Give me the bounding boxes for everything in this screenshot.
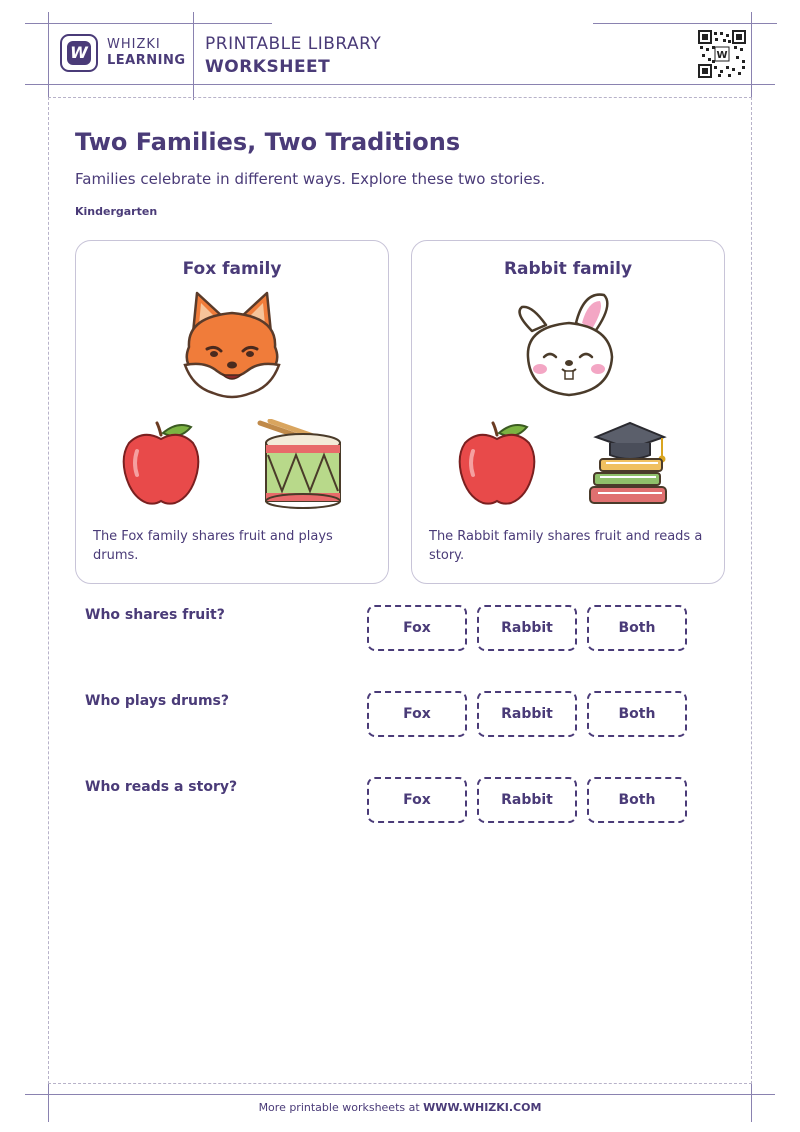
header-title: PRINTABLE LIBRARY — [205, 34, 382, 54]
footer-rule — [25, 1094, 775, 1095]
answer-option-both[interactable]: Both — [587, 691, 687, 737]
page-subtitle: Families celebrate in different ways. Explore these two stories. — [75, 170, 546, 188]
footer — [0, 1101, 800, 1114]
card-description: The Rabbit family shares fruit and reads a story. — [429, 529, 703, 563]
header-subtitle: WORKSHEET — [205, 57, 331, 77]
brand-logo — [60, 34, 98, 72]
grade-label: Kindergarten — [75, 205, 158, 218]
answer-option-both[interactable]: Both — [587, 605, 687, 651]
header-right-rule — [751, 12, 752, 100]
brand-name: WHIZKI — [107, 37, 161, 52]
question-3: Who reads a story? — [85, 779, 238, 795]
apple-icon — [457, 421, 537, 505]
footer-text: More printable worksheets at — [258, 1101, 424, 1114]
answer-option-rabbit[interactable]: Rabbit — [477, 777, 577, 823]
answer-option-rabbit[interactable]: Rabbit — [477, 605, 577, 651]
footer-link[interactable]: WWW.WHIZKI.COM — [423, 1101, 542, 1114]
rabbit-family-card — [411, 240, 725, 584]
fox-icon — [179, 291, 285, 399]
card-description: The Fox family shares fruit and plays drums. — [93, 529, 333, 563]
logo-w-icon: W — [67, 41, 91, 65]
answer-option-fox[interactable]: Fox — [367, 777, 467, 823]
answer-option-rabbit[interactable]: Rabbit — [477, 691, 577, 737]
rabbit-icon — [514, 291, 624, 399]
question-2: Who plays drums? — [85, 693, 230, 709]
header-top-rule — [25, 23, 272, 24]
drum-icon — [256, 419, 346, 509]
card-title: Rabbit family — [503, 259, 633, 279]
question-1: Who shares fruit? — [85, 607, 225, 623]
page-title: Two Families, Two Traditions — [75, 128, 461, 156]
apple-icon — [121, 421, 201, 505]
answer-option-fox[interactable]: Fox — [367, 691, 467, 737]
header-divider-rule — [193, 12, 194, 100]
answer-option-fox[interactable]: Fox — [367, 605, 467, 651]
brand-tagline: LEARNING — [107, 53, 186, 68]
header-top-rule-right — [593, 23, 777, 24]
header-bottom-rule — [25, 84, 775, 85]
qr-code-icon — [698, 30, 746, 78]
books-icon — [588, 419, 672, 509]
answer-option-both[interactable]: Both — [587, 777, 687, 823]
card-title: Fox family — [182, 259, 282, 279]
svg-text:W: W — [716, 50, 728, 61]
fox-family-card — [75, 240, 389, 584]
header-left-rule — [48, 12, 49, 100]
